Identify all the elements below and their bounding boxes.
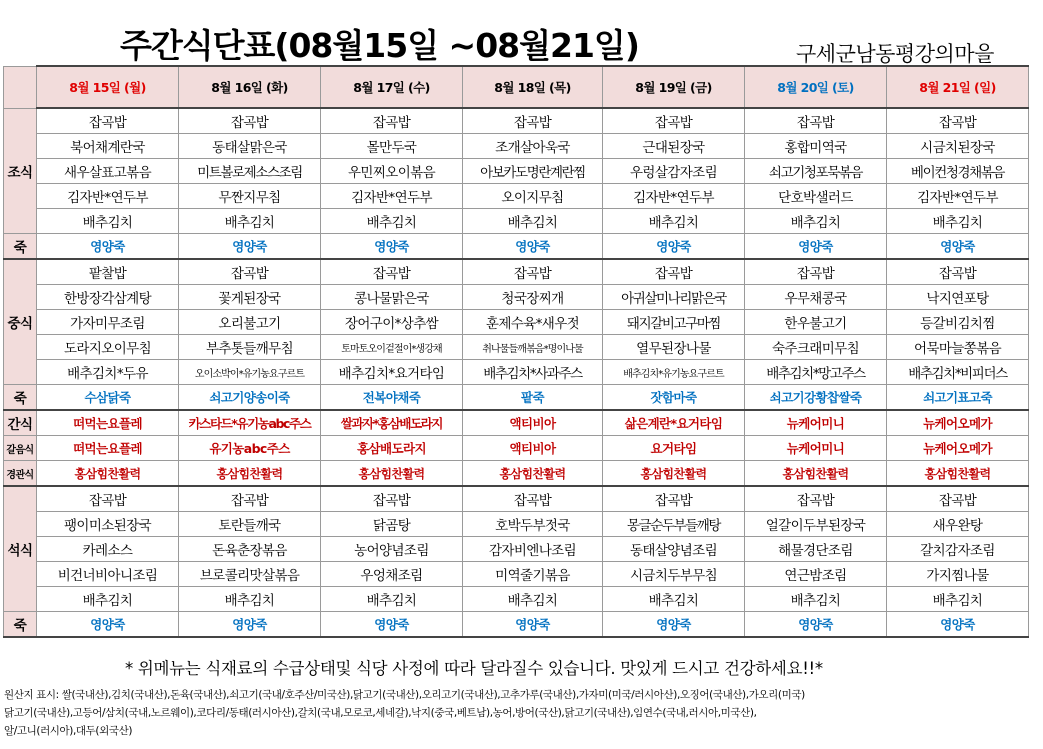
menu-cell: 김자반*연두부	[887, 184, 1029, 209]
menu-cell: 잡곡밥	[463, 486, 603, 512]
menu-cell: 감자비엔나조림	[463, 537, 603, 562]
menu-cell: 배추김치	[179, 587, 321, 612]
menu-cell: 배추김치*망고주스	[745, 360, 887, 385]
menu-cell: 부추톳들깨무침	[179, 335, 321, 360]
day-header-mon: 8월 15일 (월)	[37, 66, 179, 108]
porridge-cell: 영양죽	[37, 234, 179, 260]
breakfast-row	[4, 108, 1029, 134]
menu-cell: 잡곡밥	[745, 259, 887, 285]
breakfast-label: 조식	[4, 108, 37, 234]
menu-cell: 잡곡밥	[887, 486, 1029, 512]
menu-cell: 배추김치*유기농요구르트	[603, 360, 745, 385]
porridge-cell: 영양죽	[321, 234, 463, 260]
menu-cell: 가자미무조림	[37, 310, 179, 335]
menu-cell: 팽이미소된장국	[37, 512, 179, 537]
porridge-cell: 영양죽	[37, 612, 179, 638]
menu-cell: 잡곡밥	[887, 259, 1029, 285]
menu-cell: 미트볼로제소스조림	[179, 159, 321, 184]
day-header-fri: 8월 19일 (금)	[603, 66, 745, 108]
porridge-cell: 영양죽	[603, 234, 745, 260]
menu-cell: 새우완탕	[887, 512, 1029, 537]
menu-cell: 꽃게된장국	[179, 285, 321, 310]
menu-cell: 한방장각삼계탕	[37, 285, 179, 310]
snack-cell: 삶은계란*요거타임	[603, 410, 745, 436]
snack-row	[4, 410, 1029, 436]
porridge-label: 죽	[4, 612, 37, 638]
porridge-cell: 영양죽	[463, 234, 603, 260]
menu-cell: 배추김치	[321, 209, 463, 234]
menu-cell: 잡곡밥	[179, 108, 321, 134]
menu-cell: 배추김치	[887, 587, 1029, 612]
porridge-cell: 영양죽	[179, 234, 321, 260]
thickened-snack-label: 갈음식	[4, 436, 37, 461]
porridge-cell: 영양죽	[463, 612, 603, 638]
porridge-cell: 영양죽	[887, 612, 1029, 638]
menu-cell: 농어양념조림	[321, 537, 463, 562]
snack-cell: 홍삼힘찬활력	[603, 461, 745, 487]
menu-cell: 잡곡밥	[179, 486, 321, 512]
menu-cell: 잡곡밥	[745, 486, 887, 512]
menu-cell: 잡곡밥	[37, 108, 179, 134]
snack-cell: 홍삼힘찬활력	[321, 461, 463, 487]
menu-cell: 도라지오이무침	[37, 335, 179, 360]
porridge-label: 죽	[4, 234, 37, 260]
menu-cell: 배추김치*두유	[37, 360, 179, 385]
menu-cell: 호박두부젓국	[463, 512, 603, 537]
tube-feeding-label: 경관식	[4, 461, 37, 487]
menu-cell: 홍합미역국	[745, 134, 887, 159]
menu-cell: 토마토오이겉절이*생강채	[321, 335, 463, 360]
lunch-row	[4, 360, 1029, 385]
menu-cell: 훈제수육*새우젓	[463, 310, 603, 335]
menu-cell: 오리불고기	[179, 310, 321, 335]
day-header-sat: 8월 20일 (토)	[745, 66, 887, 108]
menu-cell: 배추김치	[603, 587, 745, 612]
menu-cell: 연근밤조림	[745, 562, 887, 587]
menu-cell: 아귀살미나리맑은국	[603, 285, 745, 310]
breakfast-row	[4, 209, 1029, 234]
dinner-row	[4, 512, 1029, 537]
menu-cell: 단호박샐러드	[745, 184, 887, 209]
dinner-label: 석식	[4, 486, 37, 612]
porridge-cell: 팥죽	[463, 385, 603, 411]
menu-cell: 잡곡밥	[463, 108, 603, 134]
menu-cell: 몰만두국	[321, 134, 463, 159]
snack-cell: 카스타드*유기농abc주스	[179, 410, 321, 436]
breakfast-porridge-row	[4, 234, 1029, 260]
menu-cell: 잡곡밥	[603, 259, 745, 285]
snack-cell: 뉴케어미니	[745, 410, 887, 436]
lunch-row	[4, 259, 1029, 285]
menu-cell: 브로콜리맛살볶음	[179, 562, 321, 587]
snack-cell: 쌀과자*홍삼배도라지	[321, 410, 463, 436]
menu-cell: 잡곡밥	[603, 486, 745, 512]
day-header-thu: 8월 18일 (목)	[463, 66, 603, 108]
menu-cell: 닭곰탕	[321, 512, 463, 537]
snack-cell: 홍삼배도라지	[321, 436, 463, 461]
origin-line: 닭고기(국내산),고등어/삼치(국내,노르웨이),코다리/동태(러시아산),갈치(국내,모로코,세네갈),낙지(중국,베트남),농어,방어(국산),닭고기(국내산),임연수(국내,러시아,미국산),	[4, 707, 757, 719]
day-header-sun: 8월 21일 (일)	[887, 66, 1029, 108]
snack-label: 간식	[4, 410, 37, 436]
porridge-cell: 쇠고기강황찹쌀죽	[745, 385, 887, 411]
menu-cell: 팥찰밥	[37, 259, 179, 285]
menu-cell: 배추김치	[179, 209, 321, 234]
menu-cell: 우민찌오이볶음	[321, 159, 463, 184]
breakfast-row	[4, 184, 1029, 209]
porridge-cell: 수삼닭죽	[37, 385, 179, 411]
origin-labeling	[4, 686, 805, 740]
menu-cell: 돈육춘장볶음	[179, 537, 321, 562]
menu-cell: 오이소박이*유기농요구르트	[179, 360, 321, 385]
porridge-cell: 영양죽	[745, 234, 887, 260]
menu-cell: 해물경단조림	[745, 537, 887, 562]
porridge-cell: 전복야채죽	[321, 385, 463, 411]
porridge-cell: 쇠고기양송이죽	[179, 385, 321, 411]
menu-cell: 잡곡밥	[603, 108, 745, 134]
menu-cell: 시금치두부무침	[603, 562, 745, 587]
day-header-tue: 8월 16일 (화)	[179, 66, 321, 108]
header-corner	[4, 66, 37, 108]
menu-cell: 무짠지무침	[179, 184, 321, 209]
menu-cell: 배추김치*사과주스	[463, 360, 603, 385]
dinner-row	[4, 486, 1029, 512]
lunch-row	[4, 285, 1029, 310]
organization-name: 구세군남동평강의마을	[796, 42, 994, 66]
menu-cell: 미역줄기볶음	[463, 562, 603, 587]
menu-cell: 새우살표고볶음	[37, 159, 179, 184]
breakfast-row	[4, 159, 1029, 184]
menu-cell: 오이지무침	[463, 184, 603, 209]
day-header-row	[4, 66, 1029, 108]
snack-cell: 유기농abc주스	[179, 436, 321, 461]
snack-cell: 홍삼힘찬활력	[745, 461, 887, 487]
menu-cell: 우엉채조림	[321, 562, 463, 587]
menu-cell: 동태살양념조림	[603, 537, 745, 562]
menu-cell: 아보카도명란계란찜	[463, 159, 603, 184]
menu-cell: 조개살아욱국	[463, 134, 603, 159]
porridge-cell: 영양죽	[321, 612, 463, 638]
menu-cell: 쇠고기청포묵볶음	[745, 159, 887, 184]
snack-cell: 뉴케어오메가	[887, 410, 1029, 436]
snack-cell: 홍삼힘찬활력	[179, 461, 321, 487]
porridge-cell: 영양죽	[179, 612, 321, 638]
menu-cell: 잡곡밥	[37, 486, 179, 512]
menu-cell: 비건너비아니조림	[37, 562, 179, 587]
dinner-row	[4, 562, 1029, 587]
origin-line: 알/고니(러시아),대두(외국산)	[4, 725, 133, 737]
porridge-cell: 쇠고기표고죽	[887, 385, 1029, 411]
dinner-porridge-row	[4, 612, 1029, 638]
menu-cell: 한우불고기	[745, 310, 887, 335]
thickened-snack-row	[4, 436, 1029, 461]
snack-cell: 떠먹는요플레	[37, 436, 179, 461]
menu-cell: 어묵마늘쫑볶음	[887, 335, 1029, 360]
snack-cell: 홍삼힘찬활력	[887, 461, 1029, 487]
breakfast-row	[4, 134, 1029, 159]
menu-cell: 김자반*연두부	[603, 184, 745, 209]
menu-cell: 낙지연포탕	[887, 285, 1029, 310]
dinner-row	[4, 537, 1029, 562]
menu-notice: * 위메뉴는 식재료의 수급상태및 식당 사정에 따라 달라질수 있습니다. 맛있게 드시고 건강하세요!!*	[125, 659, 823, 678]
menu-cell: 김자반*연두부	[37, 184, 179, 209]
menu-cell: 갈치감자조림	[887, 537, 1029, 562]
snack-cell: 뉴케어오메가	[887, 436, 1029, 461]
porridge-cell: 잣함마죽	[603, 385, 745, 411]
menu-cell: 잡곡밥	[321, 486, 463, 512]
menu-cell: 배추김치*비피더스	[887, 360, 1029, 385]
menu-cell: 우렁살감자조림	[603, 159, 745, 184]
menu-cell: 얼갈이두부된장국	[745, 512, 887, 537]
origin-line: 원산지 표시: 쌀(국내산),김치(국내산),돈육(국내산),쇠고기(국내/호주산/미국산),닭고기(국내산),오리고기(국내산),고추가루(국내산),가자미(미국/러시아산),오징어(국내산),가오리(미국)	[4, 689, 805, 701]
porridge-cell: 영양죽	[745, 612, 887, 638]
menu-cell: 토란들깨국	[179, 512, 321, 537]
menu-cell: 열무된장나물	[603, 335, 745, 360]
dinner-row	[4, 587, 1029, 612]
menu-cell: 배추김치	[887, 209, 1029, 234]
porridge-label: 죽	[4, 385, 37, 411]
porridge-cell: 영양죽	[887, 234, 1029, 260]
menu-cell: 배추김치	[37, 587, 179, 612]
menu-cell: 배추김치	[463, 587, 603, 612]
menu-cell: 배추김치	[463, 209, 603, 234]
menu-cell: 근대된장국	[603, 134, 745, 159]
menu-cell: 장어구이*상추쌈	[321, 310, 463, 335]
snack-cell: 홍삼힘찬활력	[37, 461, 179, 487]
menu-cell: 몽글순두부들깨탕	[603, 512, 745, 537]
porridge-cell: 영양죽	[603, 612, 745, 638]
menu-cell: 취나물들깨볶음*명이나물	[463, 335, 603, 360]
menu-cell: 잡곡밥	[463, 259, 603, 285]
snack-cell: 홍삼힘찬활력	[463, 461, 603, 487]
menu-cell: 잡곡밥	[321, 259, 463, 285]
menu-cell: 콩나물맑은국	[321, 285, 463, 310]
snack-cell: 뉴케어미니	[745, 436, 887, 461]
menu-cell: 배추김치	[745, 209, 887, 234]
menu-cell: 잡곡밥	[321, 108, 463, 134]
menu-cell: 배추김치	[745, 587, 887, 612]
menu-cell: 우무채콩국	[745, 285, 887, 310]
snack-cell: 액티비아	[463, 436, 603, 461]
menu-cell: 동태살맑은국	[179, 134, 321, 159]
menu-cell: 잡곡밥	[179, 259, 321, 285]
snack-cell: 액티비아	[463, 410, 603, 436]
weekly-menu-table	[3, 65, 1029, 638]
menu-cell: 배추김치	[321, 587, 463, 612]
menu-cell: 베이컨청경채볶음	[887, 159, 1029, 184]
menu-cell: 숙주크래미무침	[745, 335, 887, 360]
lunch-porridge-row	[4, 385, 1029, 411]
day-header-wed: 8월 17일 (수)	[321, 66, 463, 108]
lunch-label: 중식	[4, 259, 37, 385]
snack-cell: 요거타임	[603, 436, 745, 461]
menu-cell: 배추김치	[603, 209, 745, 234]
menu-cell: 배추김치*요거타임	[321, 360, 463, 385]
menu-cell: 잡곡밥	[887, 108, 1029, 134]
snack-cell: 떠먹는요플레	[37, 410, 179, 436]
menu-cell: 김자반*연두부	[321, 184, 463, 209]
lunch-row	[4, 310, 1029, 335]
menu-cell: 청국장찌개	[463, 285, 603, 310]
menu-cell: 시금치된장국	[887, 134, 1029, 159]
menu-cell: 북어채계란국	[37, 134, 179, 159]
menu-cell: 카레소스	[37, 537, 179, 562]
menu-cell: 가지찜나물	[887, 562, 1029, 587]
menu-cell: 배추김치	[37, 209, 179, 234]
page-title: 주간식단표(08월15일 ~08월21일)	[120, 26, 639, 65]
menu-cell: 잡곡밥	[745, 108, 887, 134]
menu-cell: 돼지갈비고구마찜	[603, 310, 745, 335]
tube-feeding-row	[4, 461, 1029, 487]
menu-cell: 등갈비김치찜	[887, 310, 1029, 335]
lunch-row	[4, 335, 1029, 360]
